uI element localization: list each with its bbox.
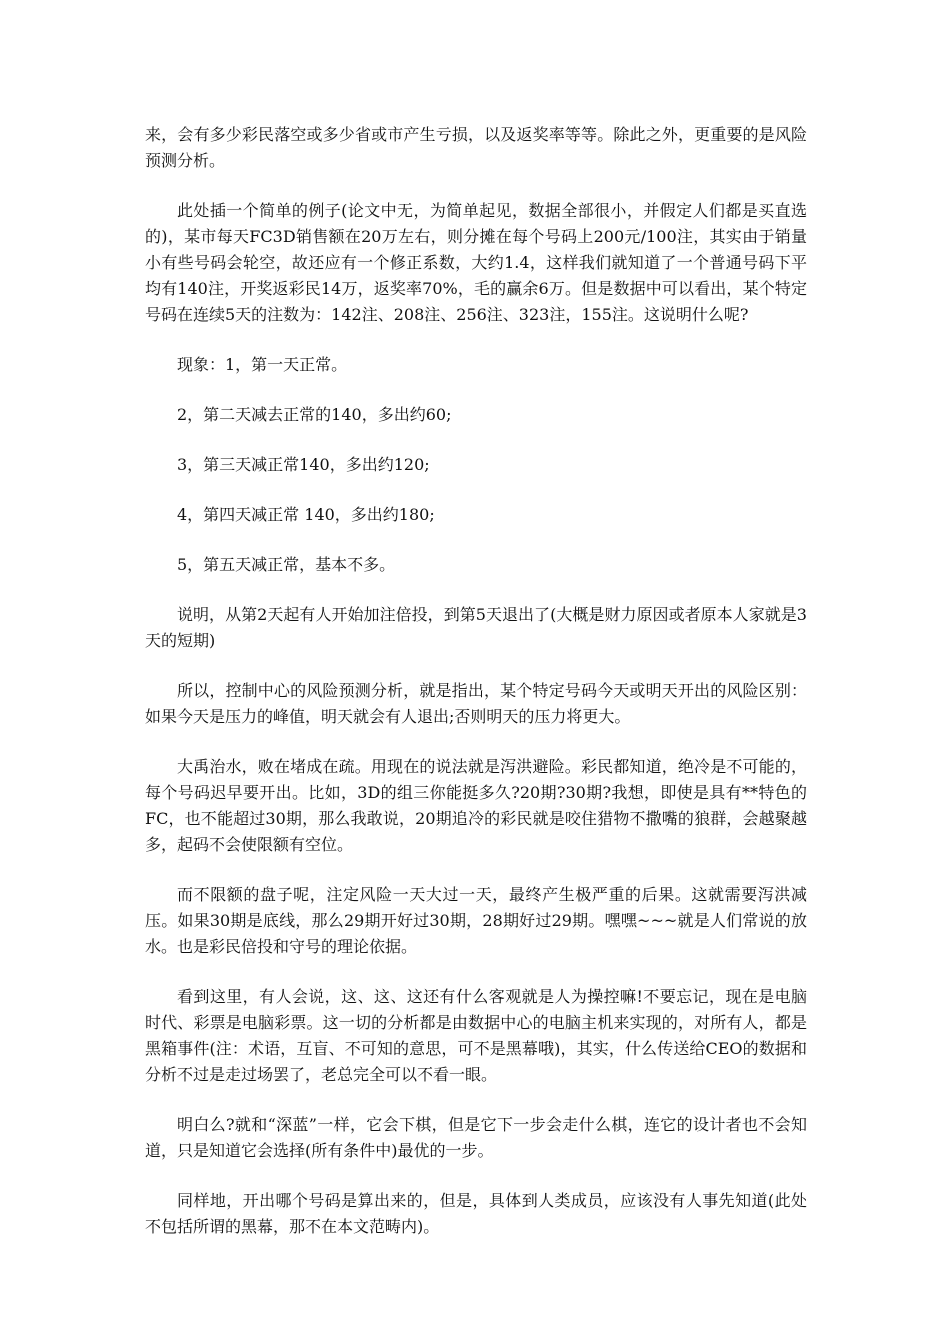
paragraph: 2，第二天减去正常的140，多出约60; <box>177 405 452 424</box>
paragraph: 所以，控制中心的风险预测分析，就是指出，某个特定号码今天或明天开出的风险区别：如果今天是压力的峰值，明天就会有人退出;否则明天的压力将更大。 <box>145 681 807 726</box>
paragraph: 说明，从第2天起有人开始加注倍投，到第5天退出了(大概是财力原因或者原本人家就是3天的短期) <box>145 605 807 650</box>
paragraph: 来，会有多少彩民落空或多少省或市产生亏损，以及返奖率等等。除此之外，更重要的是风险预测分析。 <box>145 125 807 170</box>
paragraph: 4，第四天减正常 140，多出约180; <box>177 505 435 524</box>
document-body <box>145 122 807 1240</box>
paragraph: 5，第五天减正常，基本不多。 <box>177 555 396 574</box>
paragraph: 现象：1，第一天正常。 <box>177 355 348 374</box>
paragraph: 明白么?就和“深蓝”一样，它会下棋，但是它下一步会走什么棋，连它的设计者也不会知道，只是知道它会选择(所有条件中)最优的一步。 <box>145 1115 807 1160</box>
paragraph: 大禹治水，败在堵成在疏。用现在的说法就是泻洪避险。彩民都知道，绝冷是不可能的，每个号码迟早要开出。比如，3D的组三你能挺多久?20期?30期?我想，即使是具有**特色的FC，也不能超过30期，那么我敢说，20期追冷的彩民就是咬住猎物不撒嘴的狼群，会越聚越多，起码不会使限额有空位。 <box>145 757 807 854</box>
paragraph: 而不限额的盘子呢，注定风险一天大过一天，最终产生极严重的后果。这就需要泻洪减压。如果30期是底线，那么29期开好过30期，28期好过29期。嘿嘿~~~就是人们常说的放水。也是彩民倍投和守号的理论依据。 <box>145 885 807 956</box>
paragraph: 3，第三天减正常140，多出约120; <box>177 455 430 474</box>
paragraph: 此处插一个简单的例子(论文中无，为简单起见，数据全部很小，并假定人们都是买直选的)，某市每天FC3D销售额在20万左右，则分摊在每个号码上200元/100注，其实由于销量小有些号码会轮空，故还应有一个修正系数，大约1.4，这样我们就知道了一个普通号码下平均有140注，开奖返彩民14万，返奖率70%，毛的赢余6万。但是数据中可以看出，某个特定号码在连续5天的注数为：142注、208注、256注、323注，155注。这说明什么呢? <box>145 201 807 324</box>
paragraph: 看到这里，有人会说，这、这、这还有什么客观就是人为操控嘛!不要忘记，现在是电脑时代、彩票是电脑彩票。这一切的分析都是由数据中心的电脑主机来实现的，对所有人，都是黑箱事件(注：术语，互盲、不可知的意思，可不是黑幕哦)，其实，什么传送给CEO的数据和分析不过是走过场罢了，老总完全可以不看一眼。 <box>145 987 807 1084</box>
paragraph: 同样地，开出哪个号码是算出来的，但是，具体到人类成员，应该没有人事先知道(此处不包括所谓的黑幕，那不在本文范畴内)。 <box>145 1191 807 1236</box>
